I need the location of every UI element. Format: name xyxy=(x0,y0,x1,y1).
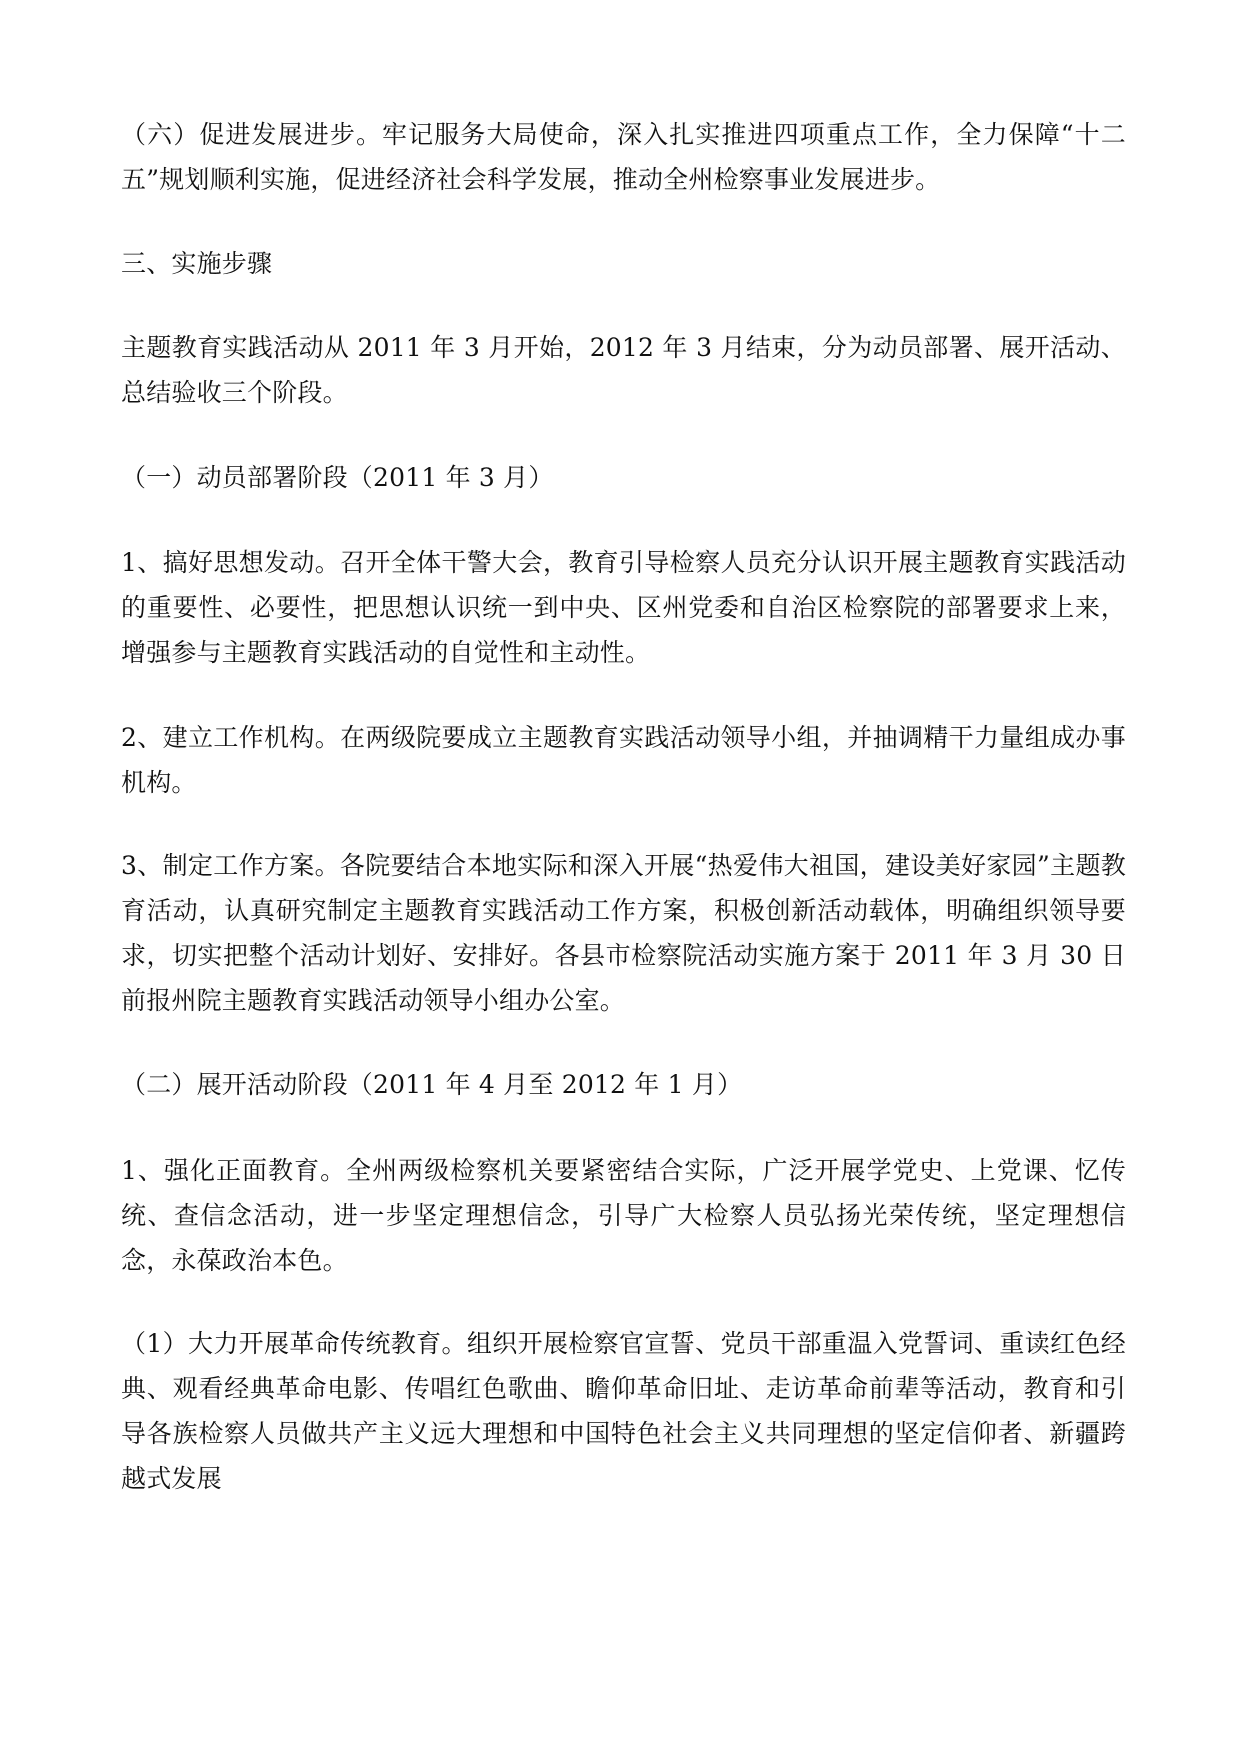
subheading-mobilization-stage: （一）动员部署阶段（2011 年 3 月） xyxy=(121,463,554,492)
paragraph-activity-timeline: 主题教育实践活动从 2011 年 3 月开始，2012 年 3 月结束，分为动员部署、展开活动、总结验收三个阶段。 xyxy=(121,333,1126,407)
paragraph-positive-education: 1、强化正面教育。全州两级检察机关要紧密结合实际，广泛开展学党史、上党课、忆传统、查信念活动，进一步坚定理想信念，引导广大检察人员弘扬光荣传统，坚定理想信念，永葆政治本色。 xyxy=(121,1156,1126,1275)
paragraph-ideological-mobilization: 1、搞好思想发动。召开全体干警大会，教育引导检察人员充分认识开展主题教育实践活动的重要性、必要性，把思想认识统一到中央、区州党委和自治区检察院的部署要求上来，增强参与主题教育实践活动的自觉性和主动性。 xyxy=(121,548,1126,667)
section-heading-implementation-steps: 三、实施步骤 xyxy=(121,249,273,278)
paragraph-work-plan: 3、制定工作方案。各院要结合本地实际和深入开展“热爱伟大祖国，建设美好家园”主题教育活动，认真研究制定主题教育实践活动工作方案，积极创新活动载体，明确组织领导要求，切实把整个活动计划好、安排好。各县市检察院活动实施方案于 2011 年 3 月 30 日前报州院主题教育实践活动领导小组办公室。 xyxy=(121,851,1126,1015)
subheading-activity-stage: （二）展开活动阶段（2011 年 4 月至 2012 年 1 月） xyxy=(121,1070,743,1099)
paragraph-promote-development: （六）促进发展进步。牢记服务大局使命，深入扎实推进四项重点工作，全力保障“十二五”规划顺利实施，促进经济社会科学发展，推动全州检察事业发展进步。 xyxy=(121,120,1126,194)
paragraph-work-organization: 2、建立工作机构。在两级院要成立主题教育实践活动领导小组，并抽调精干力量组成办事机构。 xyxy=(121,723,1126,797)
paragraph-revolutionary-tradition: （1）大力开展革命传统教育。组织开展检察官宣誓、党员干部重温入党誓词、重读红色经典、观看经典革命电影、传唱红色歌曲、瞻仰革命旧址、走访革命前辈等活动，教育和引导各族检察人员做共产主义远大理想和中国特色社会主义共同理想的坚定信仰者、新疆跨越式发展 xyxy=(121,1329,1126,1493)
